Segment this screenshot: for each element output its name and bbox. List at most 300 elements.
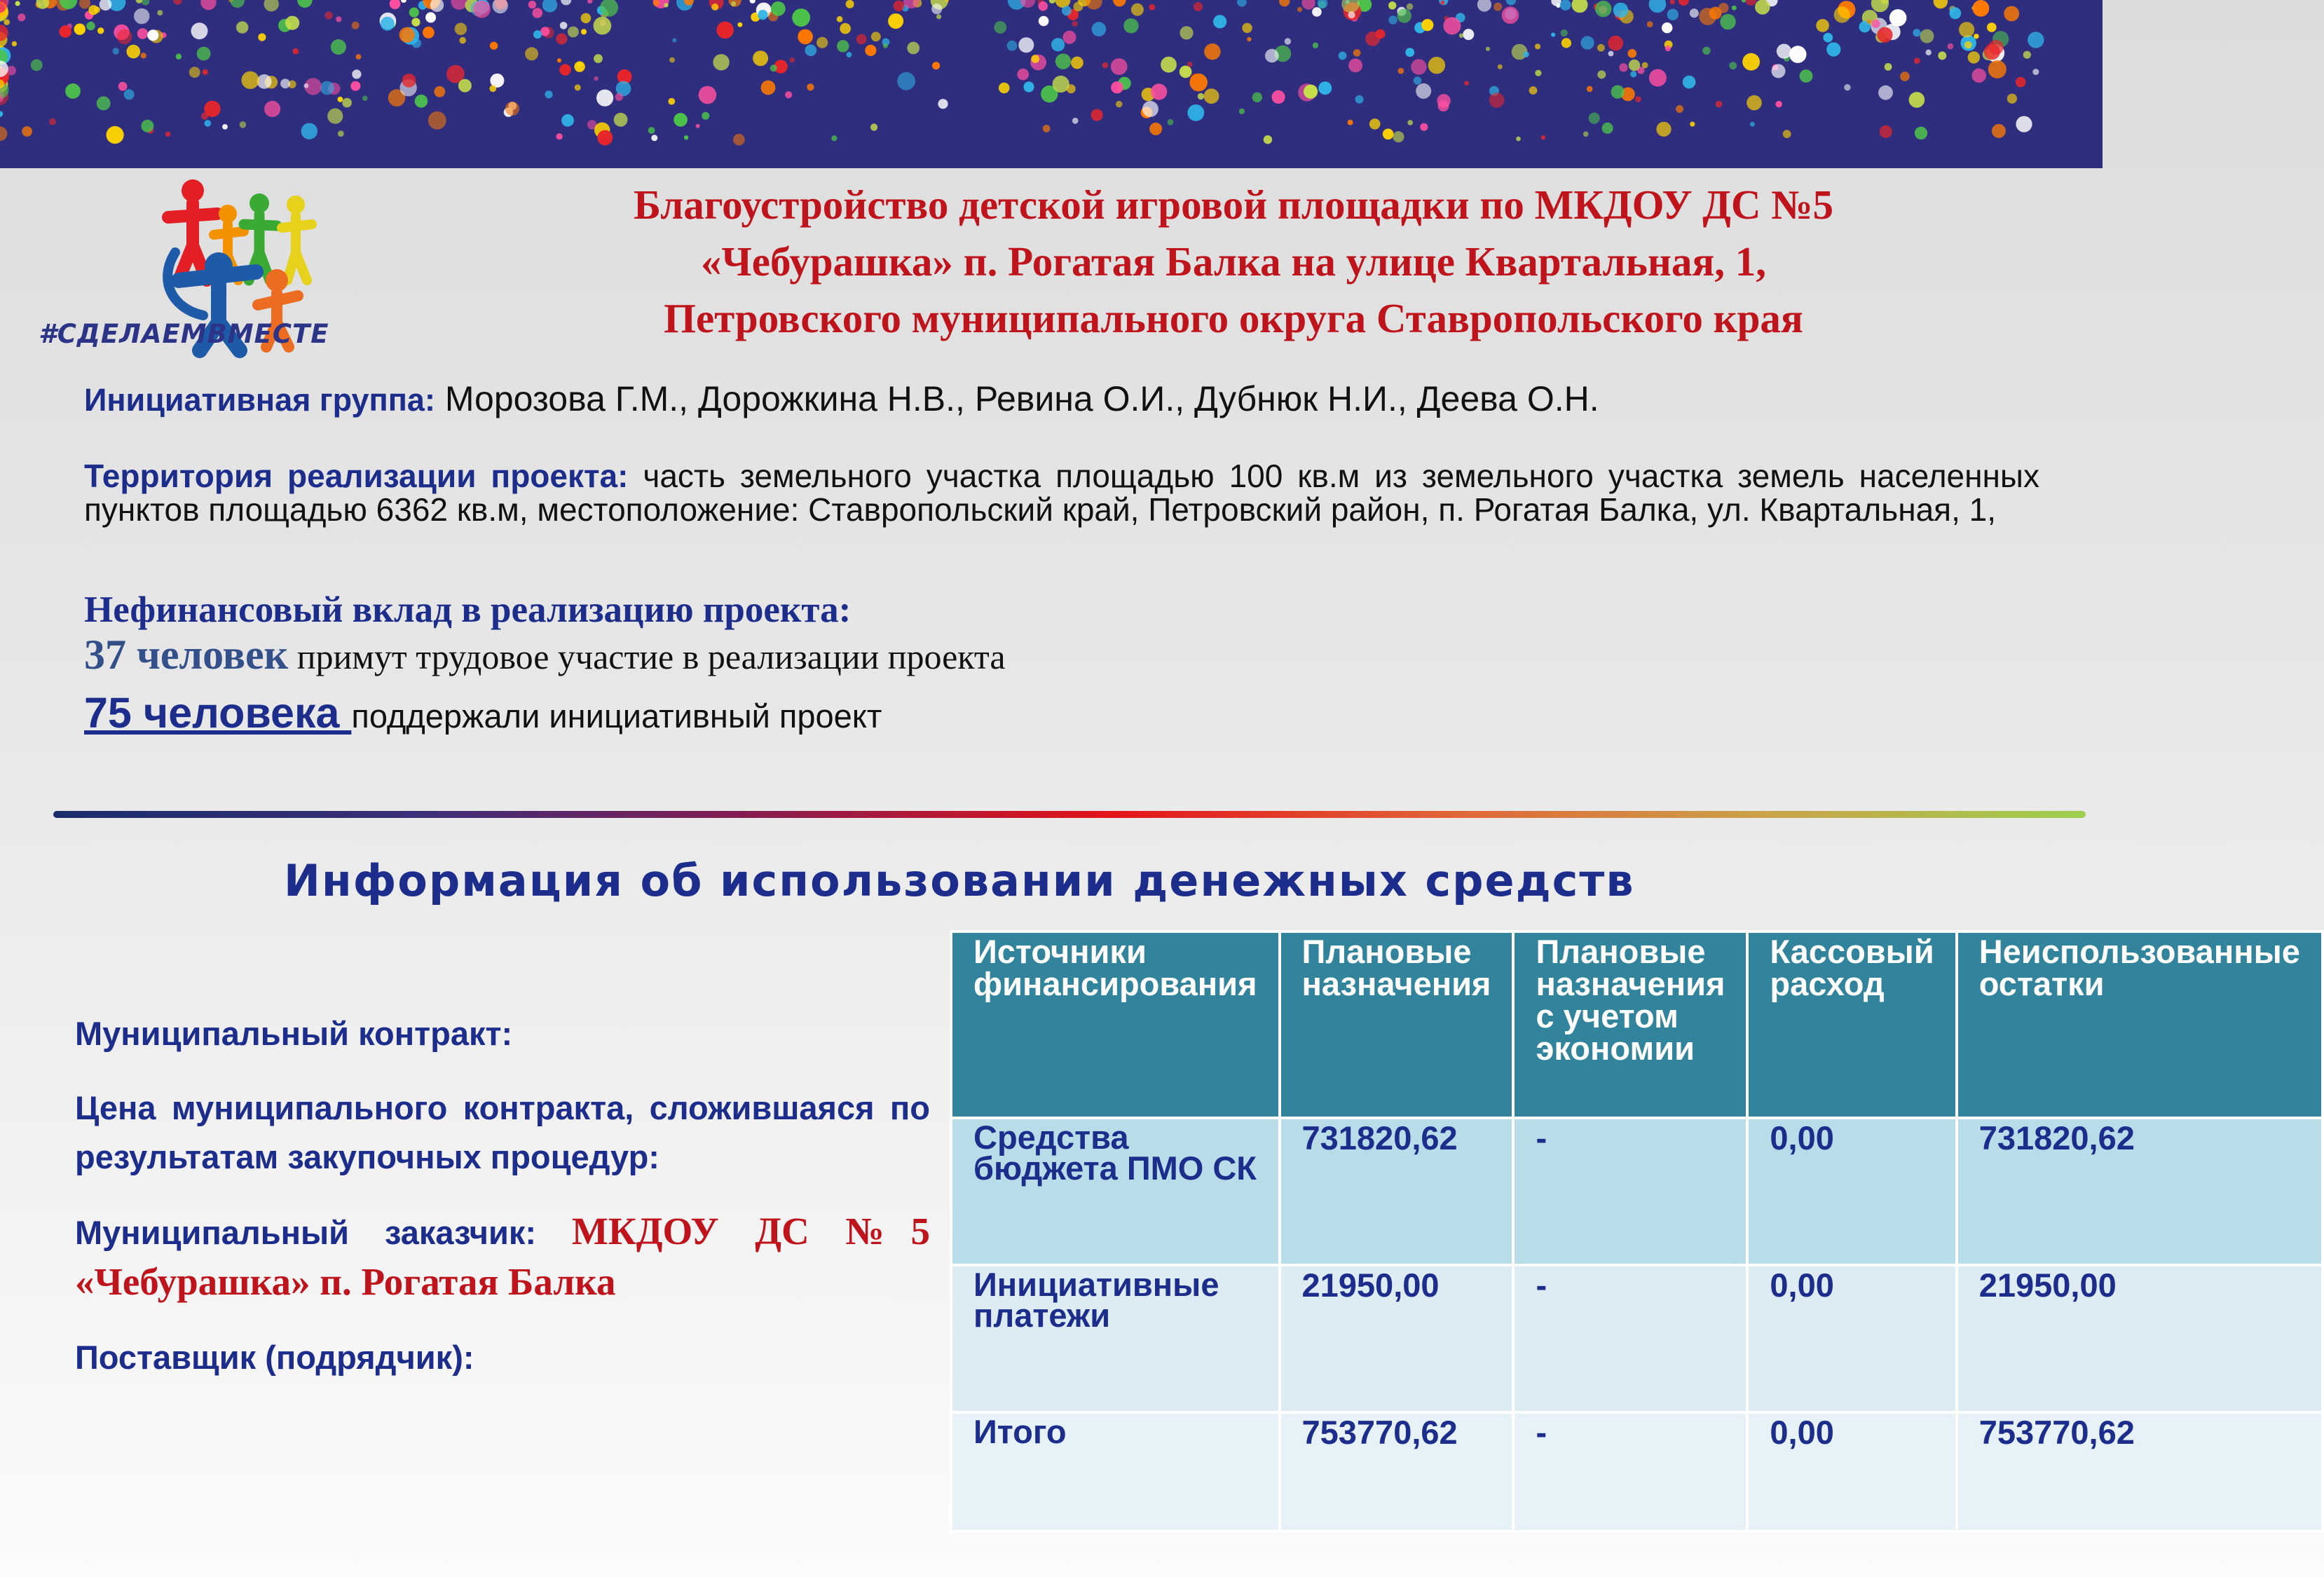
confetti-dot: [1595, 1, 1611, 17]
confetti-dot: [1909, 92, 1925, 108]
confetti-dot: [594, 76, 598, 81]
confetti-dot: [136, 0, 142, 4]
nonfinancial-heading: Нефинансовый вклад в реализацию проекта:: [84, 589, 852, 630]
confetti-dot: [280, 78, 290, 88]
confetti-dot: [285, 16, 299, 30]
confetti-dot: [846, 0, 854, 8]
confetti-dot: [1285, 38, 1291, 44]
confetti-dot: [1670, 0, 1675, 4]
confetti-dot: [336, 16, 341, 22]
confetti-dot: [1039, 16, 1049, 27]
contract-info: [75, 1009, 930, 1407]
confetti-dot: [847, 52, 852, 57]
confetti-dot: [999, 83, 1010, 94]
confetti-dot: [1072, 118, 1079, 124]
confetti-dot: [574, 61, 585, 71]
confetti-dot: [1018, 37, 1034, 53]
confetti-dot: [737, 22, 742, 27]
confetti-dot: [1572, 0, 1588, 13]
confetti-dot: [533, 30, 542, 39]
confetti-dot: [615, 93, 623, 101]
table-cell: -: [1513, 1412, 1747, 1531]
supporters-count: 75 человека: [84, 689, 352, 737]
confetti-dot: [792, 8, 810, 27]
confetti-dot: [702, 112, 709, 120]
initiative-group-members: Морозова Г.М., Дорожкина Н.В., Ревина О.И., Дубнюк Н.И., Деева О.Н.: [435, 379, 1599, 418]
confetti-dot: [1613, 3, 1629, 18]
confetti-dot: [428, 111, 446, 130]
confetti-dot: [1816, 19, 1829, 32]
confetti-dot: [1755, 0, 1770, 15]
supplier-label: Поставщик (подрядчик):: [75, 1339, 474, 1376]
confetti-dot: [2032, 69, 2039, 75]
confetti-dot: [97, 27, 104, 34]
confetti-dot: [352, 22, 360, 29]
confetti-dot: [856, 34, 867, 45]
confetti-dot: [1038, 1, 1048, 11]
confetti-dot: [264, 101, 280, 117]
confetti-dot: [837, 16, 843, 22]
confetti-dot: [65, 83, 81, 99]
confetti-dot: [147, 29, 158, 41]
confetti-dot: [1355, 95, 1364, 104]
confetti-dot: [356, 54, 362, 60]
page-title: [491, 177, 1976, 347]
confetti-dot: [1679, 0, 1689, 6]
confetti-dot: [1213, 15, 1226, 28]
table-cell: 753770,62: [1957, 1412, 2323, 1531]
confetti-dot: [1716, 101, 1723, 108]
confetti-dot: [107, 126, 124, 144]
confetti-dot: [894, 1, 905, 12]
confetti-dot: [434, 86, 445, 97]
confetti-dot: [1824, 33, 1833, 43]
confetti-dot: [401, 0, 406, 3]
confetti-dot: [2016, 116, 2032, 132]
confetti-dot: [100, 0, 112, 11]
confetti-dot: [1938, 51, 1946, 60]
confetti-dot: [528, 1, 536, 8]
confetti-dot: [320, 81, 334, 95]
confetti-dot: [31, 60, 43, 71]
confetti-dot: [189, 67, 200, 78]
confetti-dot: [1318, 0, 1328, 8]
confetti-dot: [1529, 86, 1538, 95]
confetti-dot: [1535, 70, 1541, 76]
confetti-dot: [86, 22, 95, 30]
confetti-dot: [559, 64, 570, 75]
initiative-group: [84, 378, 2039, 419]
confetti-dot: [49, 118, 56, 125]
confetti-dot: [1407, 120, 1413, 125]
confetti-dot: [1789, 46, 1807, 63]
confetti-dot: [1348, 120, 1353, 125]
table-cell: -: [1513, 1118, 1747, 1265]
confetti-dot: [176, 54, 182, 60]
confetti-dot: [597, 130, 613, 146]
confetti-dot: [1168, 119, 1174, 125]
confetti-dot: [2016, 77, 2026, 88]
confetti-dot: [1348, 59, 1362, 73]
confetti-dot: [1265, 49, 1279, 63]
table-cell: 0,00: [1747, 1118, 1956, 1265]
table-cell: 753770,62: [1280, 1412, 1514, 1531]
confetti-dot: [141, 53, 146, 58]
confetti-dot: [165, 132, 170, 137]
confetti-dot: [1161, 57, 1177, 73]
confetti-dot: [118, 82, 128, 91]
confetti-dot: [1062, 6, 1072, 15]
confetti-dot: [240, 121, 247, 128]
table-cell: 0,00: [1747, 1265, 1956, 1412]
confetti-dot: [1968, 51, 1980, 63]
confetti-dot: [331, 39, 346, 55]
supporters: [84, 688, 2039, 737]
confetti-dot: [1131, 4, 1144, 16]
confetti-dot: [1556, 4, 1560, 8]
confetti-dot: [648, 127, 655, 134]
confetti-dot: [1662, 22, 1672, 33]
confetti-dot: [489, 85, 496, 92]
confetti-dot: [293, 48, 299, 55]
confetti-dot: [1252, 93, 1262, 102]
confetti-dot: [127, 45, 141, 59]
confetti-dot: [1889, 9, 1907, 27]
confetti-dot: [12, 41, 17, 46]
customer-value: МКДОУ ДС №5 «Чебурашка» п. Рогатая Балка: [75, 1210, 930, 1303]
confetti-dot: [1198, 93, 1204, 100]
confetti-dot: [581, 13, 592, 24]
confetti-dot: [264, 0, 279, 11]
confetti-dot: [2004, 6, 2019, 22]
confetti-dot: [1180, 26, 1193, 39]
nonfinancial-text: примут трудовое участие в реализации проекта: [288, 637, 1006, 676]
confetti-dot: [1834, 6, 1850, 22]
confetti-dot: [134, 8, 149, 24]
table-cell: 731820,62: [1280, 1118, 1514, 1265]
confetti-dot: [1304, 85, 1318, 99]
table-row: [951, 1265, 2323, 1412]
confetti-dot: [1149, 123, 1162, 135]
confetti-dot: [430, 0, 444, 12]
confetti-dot: [505, 102, 519, 116]
confetti-dot: [556, 34, 567, 45]
confetti-dot: [1301, 0, 1315, 10]
confetti-dot: [1376, 29, 1386, 39]
confetti-dot: [1523, 52, 1529, 57]
header-cell: Источники финансирования: [951, 931, 1280, 1118]
confetti-dot: [1602, 123, 1613, 134]
confetti-dot: [1187, 62, 1193, 67]
confetti-dot: [1369, 118, 1381, 130]
funds-table: [950, 930, 2324, 1533]
confetti-dot: [1297, 7, 1302, 12]
confetti-dot: [1116, 101, 1122, 107]
confetti-dot: [325, 11, 333, 19]
confetti-dot: [1051, 38, 1065, 51]
customer-info: [75, 1207, 930, 1308]
confetti-dot: [1581, 36, 1594, 50]
confetti-dot: [525, 47, 538, 60]
confetti-dot: [669, 57, 675, 63]
confetti-dot: [15, 1, 20, 6]
confetti-dot: [415, 95, 428, 108]
territory-label: Территория реализации проекта:: [84, 458, 629, 494]
confetti-dot: [205, 120, 212, 127]
confetti-dot: [1502, 6, 1519, 24]
confetti-dot: [557, 58, 561, 62]
confetti-dot: [837, 40, 849, 52]
confetti-dot: [1800, 69, 1813, 83]
confetti-dot: [1247, 37, 1251, 41]
confetti-dot: [327, 109, 343, 124]
confetti-dot: [1388, 1, 1396, 9]
confetti-dot: [60, 25, 71, 37]
confetti-dot: [1732, 6, 1737, 11]
confetti-dot: [197, 47, 211, 61]
confetti-dot: [789, 57, 794, 62]
confetti-dot: [490, 41, 498, 49]
confetti-dot: [674, 113, 688, 127]
confetti-dot: [1142, 101, 1158, 117]
confetti-dot: [907, 42, 920, 55]
confetti-dot: [1017, 69, 1029, 81]
confetti-dot: [1151, 83, 1167, 100]
confetti-dot: [1407, 4, 1414, 11]
confetti-dot: [1383, 129, 1394, 140]
confetti-dot: [1742, 0, 1747, 3]
confetti-dot: [1063, 31, 1076, 44]
confetti-dot: [870, 123, 877, 130]
confetti-dot: [231, 0, 245, 8]
confetti-dot: [1477, 0, 1491, 12]
confetti-dot: [1587, 86, 1593, 93]
confetti-dot: [1541, 135, 1545, 139]
confetti-dot: [699, 86, 717, 104]
confetti-dot: [1194, 2, 1203, 11]
confetti-dot: [1180, 66, 1192, 78]
confetti-dot: [1535, 43, 1540, 49]
confetti-dot: [1443, 17, 1461, 34]
confetti-dot: [1348, 11, 1355, 18]
confetti-dot: [301, 123, 317, 139]
table-cell: Средства бюджета ПМО СК: [951, 1118, 1280, 1265]
confetti-dot: [425, 12, 436, 22]
confetti-dot: [1702, 47, 1710, 55]
confetti-dot: [1204, 88, 1219, 104]
confetti-dot: [141, 120, 153, 132]
confetti-dot: [771, 1, 786, 16]
confetti-dot: [1123, 18, 1138, 33]
confetti-dot: [1397, 68, 1404, 74]
confetti-dot: [1091, 109, 1103, 121]
confetti-dot: [594, 54, 603, 63]
confetti-dot: [938, 99, 948, 109]
confetti-dot: [1690, 122, 1695, 127]
confetti-dot: [936, 14, 941, 19]
confetti-dot: [493, 0, 508, 13]
confetti-dot: [113, 48, 119, 54]
table-header-row: [951, 931, 2323, 1118]
confetti-dot: [664, 3, 668, 7]
confetti-dot: [596, 90, 613, 107]
confetti-dot: [533, 8, 543, 18]
confetti-dot: [1237, 0, 1247, 7]
confetti-dot: [805, 45, 817, 57]
confetti-dot: [1489, 93, 1505, 108]
confetti-dot: [785, 91, 792, 98]
confetti-dot: [1649, 0, 1667, 13]
confetti-dot: [816, 37, 828, 48]
confetti-dot: [1397, 8, 1412, 22]
confetti-dot: [1204, 43, 1220, 60]
confetti-dot: [888, 13, 903, 29]
confetti-dot: [770, 64, 777, 71]
confetti-dot: [1318, 81, 1332, 95]
confetti-dot: [142, 0, 150, 6]
confetti-dot: [458, 79, 472, 93]
confetti-dot: [1440, 1, 1444, 5]
confetti-dot: [1411, 59, 1426, 74]
confetti-dot: [1900, 71, 1910, 81]
confetti-dot: [545, 90, 552, 98]
confetti-dot: [1683, 76, 1696, 89]
territory-value: часть земельного участка площадью 100 кв.м из земельного участка земель населенных пунктов площадью 6362 кв.м, местоположение: Ставропольский край, Петровский район, п. Рогатая Балка, ул. Квартальная, 1,: [84, 458, 2039, 528]
confetti-dot: [668, 98, 675, 105]
confetti-dot: [1877, 27, 1892, 43]
confetti-dot: [1880, 125, 1892, 138]
confetti-dot: [1915, 127, 1927, 139]
table-cell: Инициативные платежи: [951, 1265, 1280, 1412]
confetti-dot: [1239, 109, 1245, 114]
table-row: [951, 1118, 2323, 1265]
confetti-dot: [1988, 60, 2007, 78]
confetti-dot: [455, 23, 467, 36]
confetti-dot: [1964, 41, 1972, 49]
confetti-dot: [1914, 57, 1920, 64]
confetti-dot: [1775, 101, 1782, 107]
confetti-dot: [897, 72, 915, 90]
logo-hashtag: #СДЕЛАЕМВМЕСТЕ: [39, 319, 329, 349]
confetti-dot: [761, 81, 776, 95]
confetti-dot: [1709, 7, 1722, 20]
confetti-dot: [932, 62, 940, 69]
confetti-dot: [1926, 50, 1932, 55]
confetti-dot: [352, 69, 361, 78]
confetti-dot: [1611, 86, 1625, 99]
confetti-dot: [1187, 104, 1204, 121]
confetti-dot: [1742, 53, 1760, 71]
confetti-dot: [191, 22, 208, 39]
confetti-dot: [1777, 44, 1791, 59]
confetti-dot: [1972, 69, 1986, 83]
confetti-dot: [561, 114, 574, 127]
confetti-dot: [1498, 64, 1503, 69]
confetti-dot: [758, 10, 767, 20]
confetti-dot: [137, 28, 148, 39]
confetti-dot: [1878, 86, 1893, 100]
confetti-dot: [1992, 124, 2006, 138]
customer-label: Муниципальный заказчик:: [75, 1214, 572, 1251]
confetti-dot: [342, 98, 352, 108]
confetti-dot: [540, 27, 549, 36]
confetti-dot: [1072, 21, 1078, 27]
confetti-dot: [22, 126, 32, 137]
confetti-dot: [1111, 58, 1128, 75]
confetti-dot: [402, 74, 416, 88]
confetti-dot: [1871, 0, 1889, 12]
confetti-dot: [1493, 3, 1502, 11]
confetti-dot: [399, 27, 415, 43]
confetti-banner: [0, 0, 2103, 168]
confetti-dot: [1043, 125, 1051, 132]
confetti-dot: [1635, 96, 1641, 102]
confetti-dot: [338, 130, 344, 137]
confetti-dot: [581, 29, 587, 34]
nonfinancial-contribution: [84, 589, 2039, 679]
confetti-dot: [1987, 22, 1997, 32]
table-cell: Итого: [951, 1412, 1280, 1531]
confetti-dot: [1745, 0, 1756, 6]
confetti-dot: [338, 97, 343, 102]
confetti-dot: [561, 0, 571, 6]
confetti-dot: [1437, 94, 1450, 107]
confetti-dot: [257, 74, 272, 89]
supporters-text: поддержали инициативный проект: [351, 697, 882, 735]
confetti-dot: [831, 135, 837, 141]
confetti-dot: [798, 29, 813, 45]
confetti-dot: [594, 17, 612, 35]
confetti-dot: [575, 84, 581, 90]
title-line-3: Петровского муниципального округа Ставропольского края: [664, 295, 1803, 341]
confetti-dot: [236, 21, 248, 33]
confetti-dot: [18, 13, 25, 21]
confetti-dot: [865, 45, 876, 56]
confetti-dot: [1031, 55, 1039, 63]
funds-section-title: Информация об использовании денежных средств: [284, 855, 1635, 906]
confetti-dot: [1111, 81, 1123, 93]
confetti-dot: [409, 8, 419, 18]
confetti-dot: [871, 32, 881, 41]
confetti-dot: [716, 22, 733, 39]
confetti-dot: [1629, 60, 1640, 71]
confetti-dot: [1720, 14, 1735, 29]
confetti-dot: [1405, 48, 1414, 57]
confetti-dot: [1867, 20, 1872, 25]
confetti-dot: [1608, 36, 1624, 51]
confetti-dot: [1583, 132, 1589, 137]
confetti-dot: [1416, 83, 1431, 99]
confetti-dot: [1551, 33, 1555, 37]
confetti-dot: [1486, 47, 1490, 51]
confetti-dot: [1055, 53, 1071, 69]
table-cell: 0,00: [1747, 1412, 1956, 1531]
confetti-dot: [423, 27, 435, 39]
confetti-dot: [200, 0, 216, 10]
nonfinancial-count: 37 человек: [84, 632, 289, 678]
confetti-dot: [1102, 62, 1108, 68]
confetti-dot: [1619, 63, 1627, 71]
confetti-dot: [1149, 4, 1155, 11]
confetti-dot: [1420, 123, 1428, 131]
header-cell: Плановые назначения с учетом экономии: [1513, 931, 1747, 1118]
confetti-dot: [1313, 43, 1318, 48]
header-cell: Неиспользованные остатки: [1957, 931, 2323, 1118]
confetti-dot: [1772, 64, 1786, 78]
confetti-dot: [0, 126, 7, 141]
confetti-dot: [1092, 22, 1107, 36]
confetti-dot: [1913, 29, 1920, 36]
